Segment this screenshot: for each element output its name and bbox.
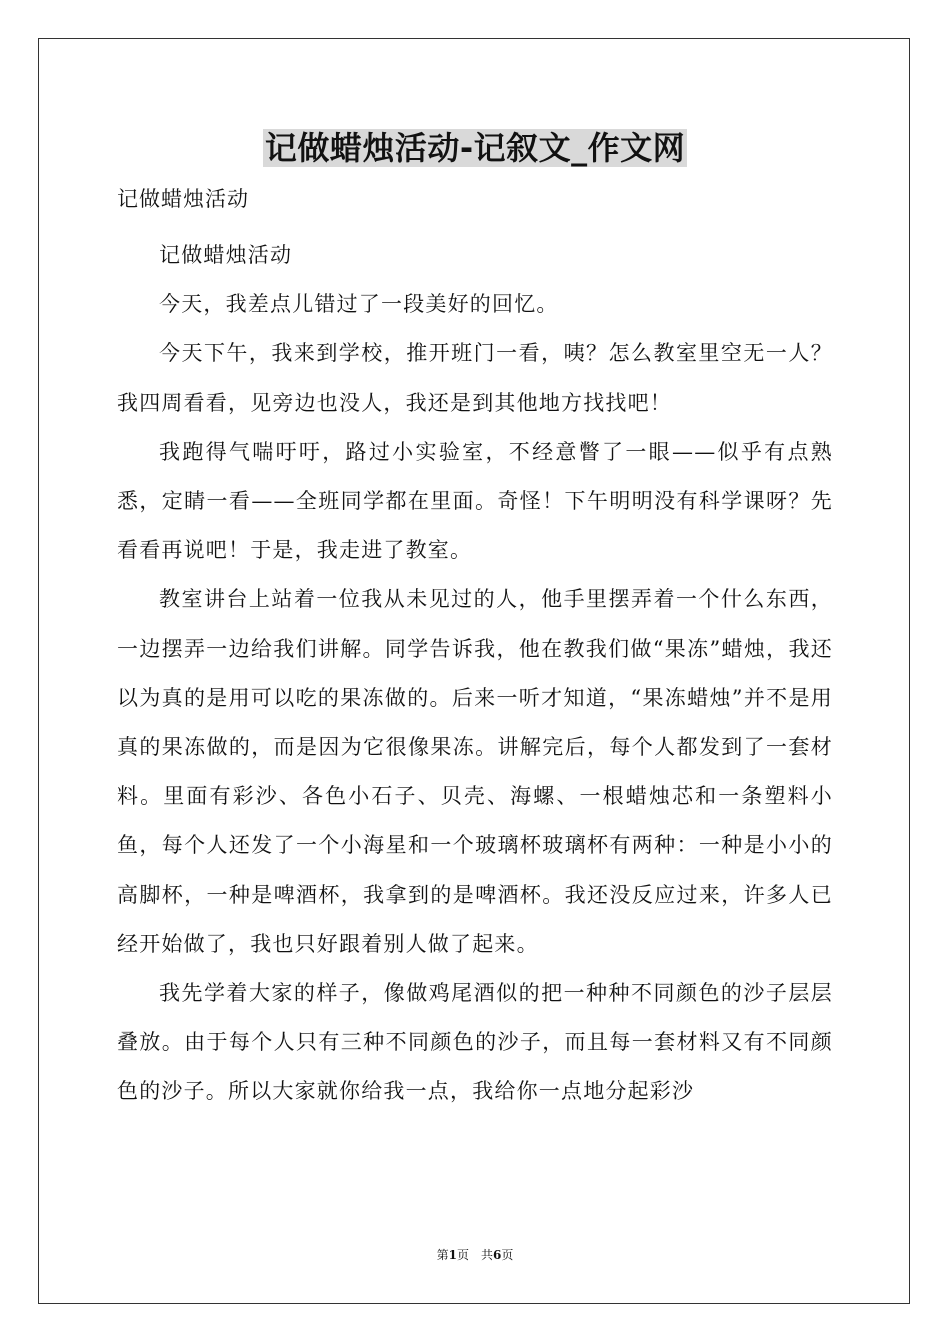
paragraph: 教室讲台上站着一位我从未见过的人，他手里摆弄着一个什么东西，一边摆弄一边给我们讲解。同学告诉我，他在教我们做“果冻”蜡烛，我还以为真的是用可以吃的果冻做的。后来一听才知道，“果冻蜡烛”并不是用真的果冻做的，而是因为它很像果冻。讲解完后，每个人都发到了一套材料。里面有彩沙、各色小石子、贝壳、海螺、一根蜡烛芯和一条塑料小鱼，每个人还发了一个小海星和一个玻璃杯玻璃杯有两种：一种是小小的高脚杯，一种是啤酒杯，我拿到的是啤酒杯。我还没反应过来，许多人已经开始做了，我也只好跟着别人做了起来。 [117,587,833,956]
footer-page-total: 6 [493,1248,502,1262]
paragraph: 记做蜡烛活动 [159,243,293,267]
footer-page-suffix: 页 [501,1248,514,1262]
paragraph: 我先学着大家的样子，像做鸡尾酒似的把一种种不同颜色的沙子层层叠放。由于每个人只有三种不同颜色的沙子，而且每一套材料又有不同颜色的沙子。所以大家就你给我一点，我给你一点地分起彩沙 [117,981,833,1104]
page-footer [0,1246,950,1264]
footer-page-prefix: 第 [436,1248,449,1262]
footer-page-current: 1 [448,1248,457,1262]
document-title-text: 记做蜡烛活动-记叙文_作文网 [264,129,686,167]
document-body [117,231,833,1117]
paragraph: 今天，我差点儿错过了一段美好的回忆。 [159,292,559,317]
document-subheading: 记做蜡烛活动 [117,187,249,211]
document-title [0,126,950,170]
paragraph: 我跑得气喘吁吁，路过小实验室，不经意瞥了一眼——似乎有点熟悉，定睛一看——全班同学都在里面。奇怪！下午明明没有科学课呀？先看看再说吧！于是，我走进了教室。 [117,439,833,563]
paragraph: 今天下午，我来到学校，推开班门一看，咦？怎么教室里空无一人？我四周看看，见旁边也没人，我还是到其他地方找找吧！ [117,341,833,415]
footer-page-mid: 页 共 [456,1248,493,1262]
